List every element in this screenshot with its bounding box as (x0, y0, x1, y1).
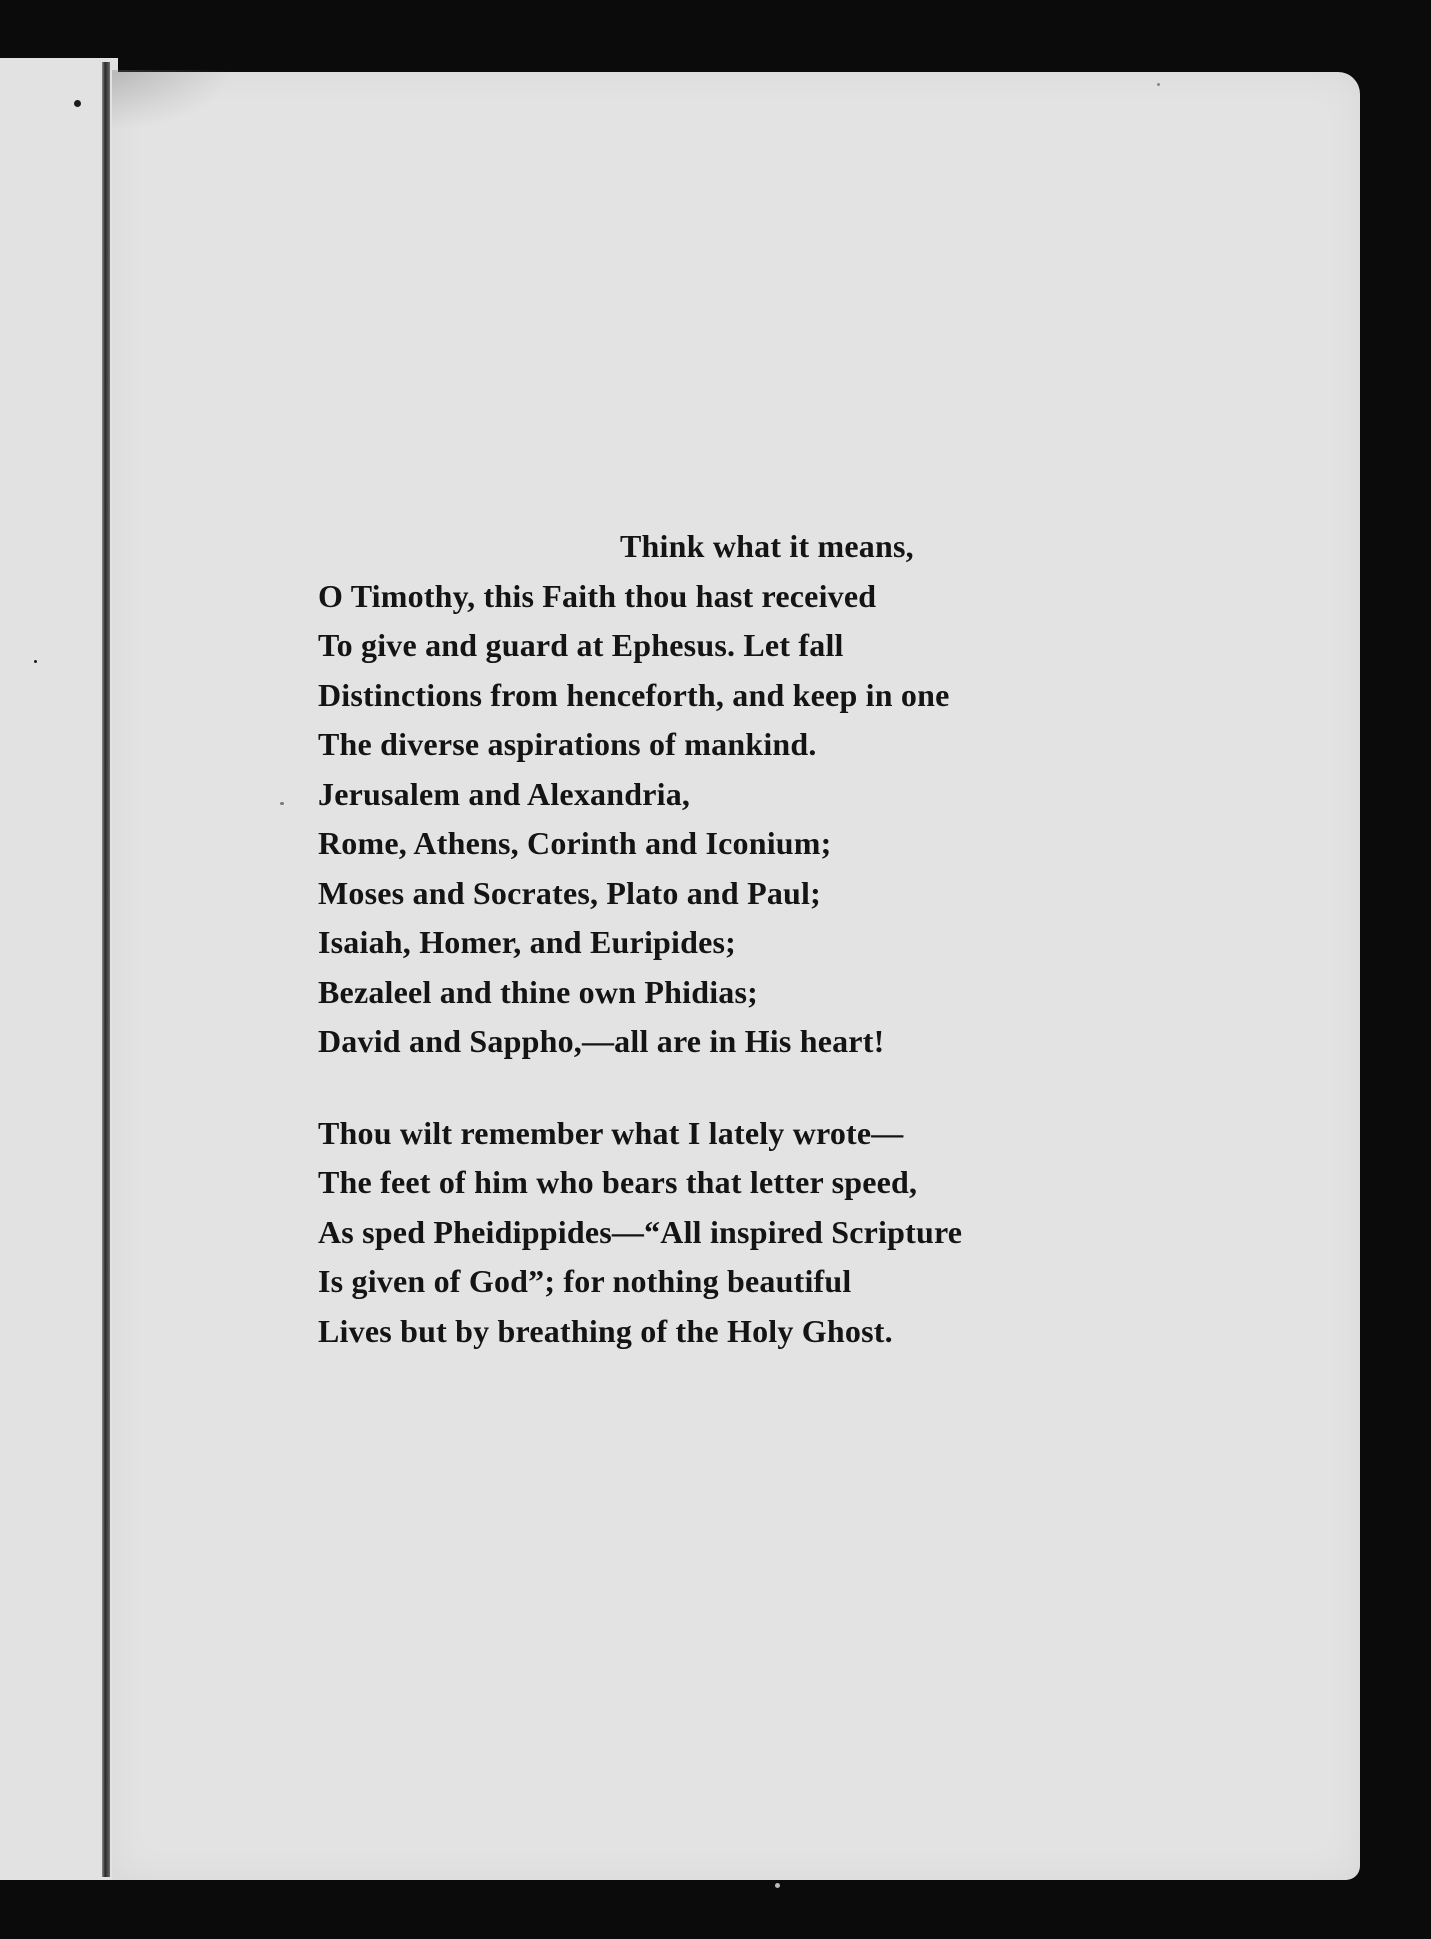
scan-speck (775, 1883, 780, 1888)
stanza (318, 522, 962, 1067)
poem-line: Jerusalem and Alexandria, (318, 775, 691, 812)
poem-line: Rome, Athens, Corinth and Iconium; (318, 825, 832, 861)
poem-line: Think what it means, (620, 528, 914, 564)
poem-text (318, 522, 962, 1356)
left-page-fragment (0, 58, 118, 1880)
scan-speck (74, 100, 81, 107)
poem-line: Moses and Socrates, Plato and Paul; (318, 874, 821, 911)
poem-line: Bezaleel and thine own Phidias; (318, 973, 759, 1010)
poem-line: David and Sappho,—all are in His heart! (318, 1023, 885, 1059)
book-gutter (102, 62, 110, 1877)
poem-line: O Timothy, this Faith thou hast received (318, 577, 877, 614)
poem-line: The feet of him who bears that letter speed, (318, 1164, 918, 1200)
page-corner-shadow (112, 70, 232, 130)
poem-line: Distinctions from henceforth, and keep in one (318, 676, 950, 713)
scan-speck (1157, 83, 1160, 86)
stanza (318, 1109, 962, 1357)
poem-line: Lives but by breathing of the Holy Ghost. (318, 1312, 893, 1349)
poem-line: Thou wilt remember what I lately wrote— (318, 1114, 904, 1151)
scan-speck (280, 802, 284, 805)
poem-line: The diverse aspirations of mankind. (318, 726, 817, 762)
poem-line: Is given of God”; for nothing beautiful (318, 1263, 852, 1299)
scan-speck (34, 660, 37, 663)
poem-line: To give and guard at Ephesus. Let fall (318, 627, 844, 663)
poem-line: Isaiah, Homer, and Euripides; (318, 924, 737, 960)
poem-line: As sped Pheidippides—“All inspired Scripture (318, 1213, 963, 1250)
